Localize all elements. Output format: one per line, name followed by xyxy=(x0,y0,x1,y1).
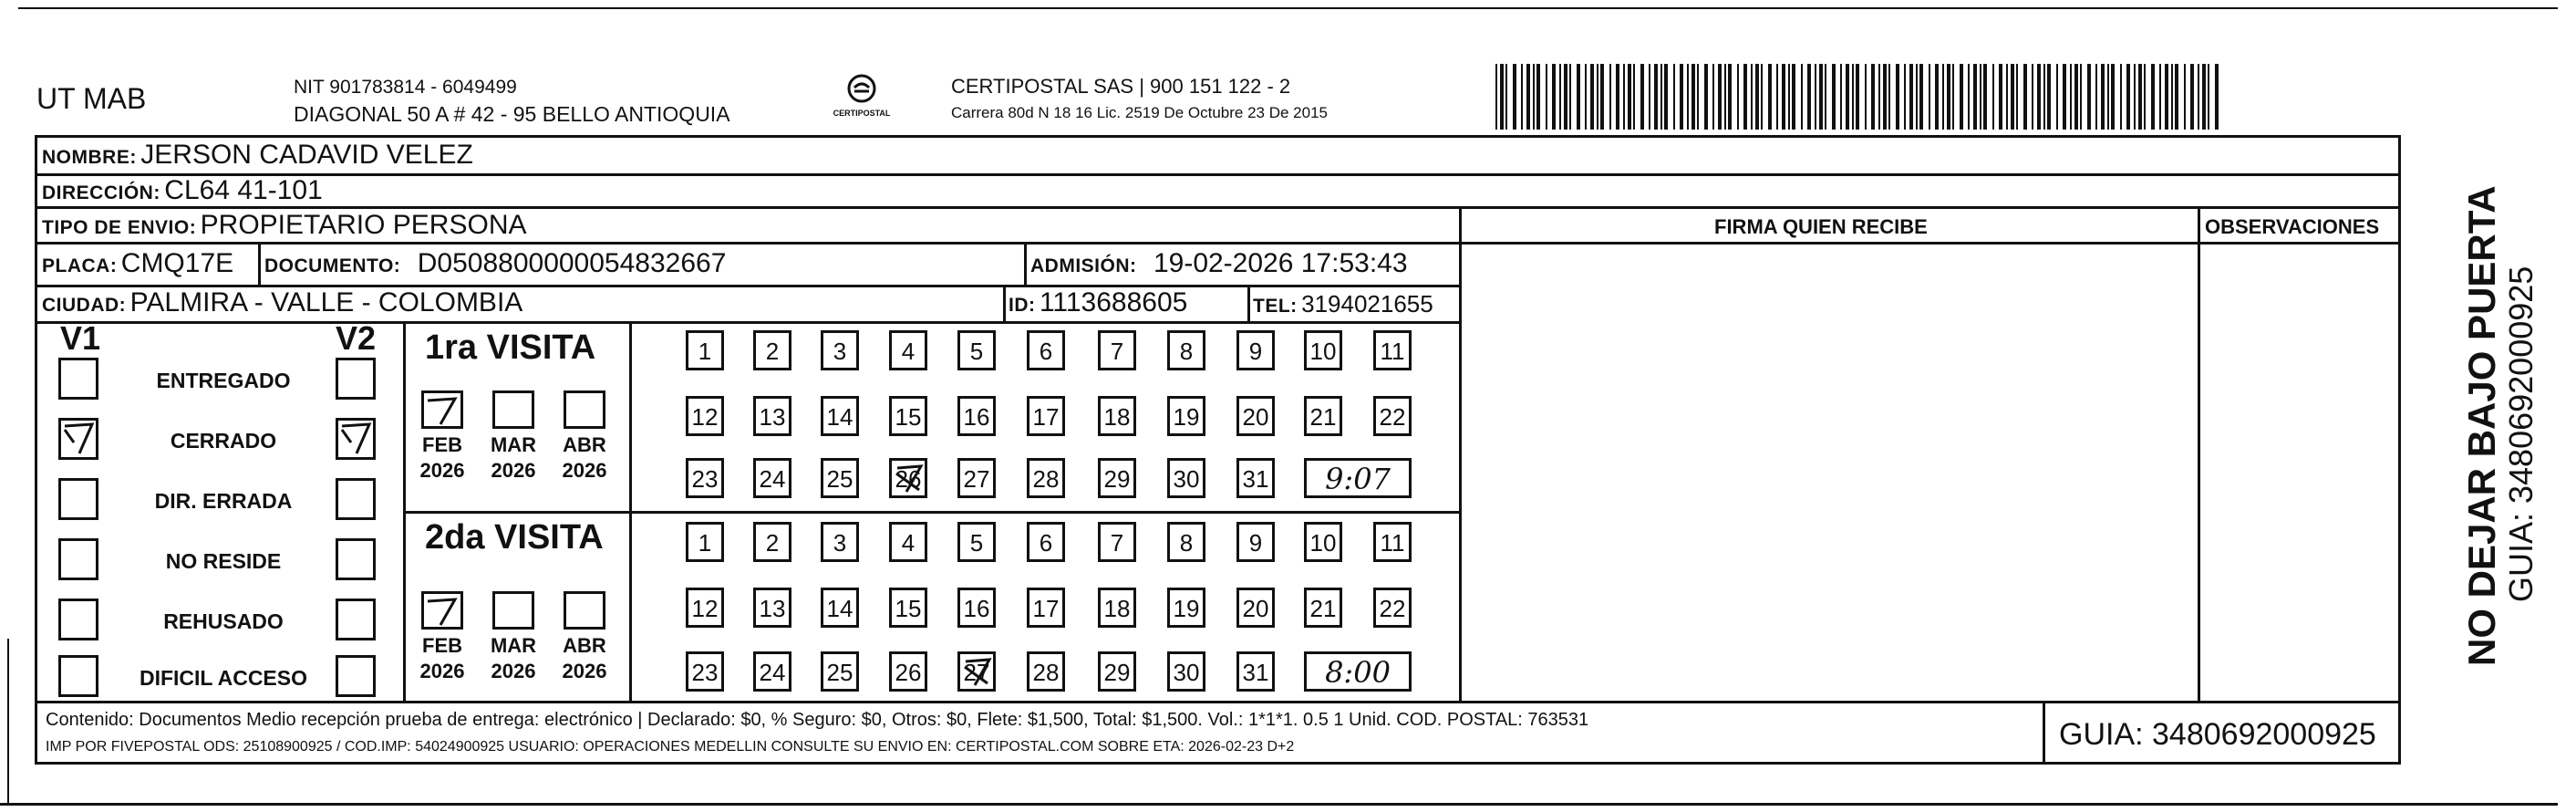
barcode-bar xyxy=(2056,64,2058,130)
barcode-bar xyxy=(1577,64,1580,130)
barcode-bar xyxy=(1569,64,1571,130)
ciudad-label: CIUDAD: xyxy=(42,295,127,316)
barcode-bar xyxy=(2151,64,2155,130)
day-box[interactable]: 31 xyxy=(1236,651,1275,692)
barcode-bar xyxy=(1691,64,1695,130)
barcode-bar xyxy=(2063,64,2066,130)
top-rule xyxy=(18,7,2558,9)
check-mark-icon xyxy=(424,393,460,426)
placa-value: CMQ17E xyxy=(120,248,234,278)
barcode-bar xyxy=(1846,64,1849,130)
day-box[interactable]: 26 xyxy=(889,458,927,498)
carrier-name: CERTIPOSTAL SAS | 900 151 122 - 2 xyxy=(951,75,1291,98)
check-mark-icon xyxy=(338,421,373,457)
field-rule xyxy=(1024,242,1027,285)
barcode-bar xyxy=(1909,64,1913,130)
certipostal-logo: CERTIPOSTAL xyxy=(825,73,898,118)
col-rule xyxy=(1459,206,1462,701)
barcode-bar xyxy=(2080,64,2082,130)
day-box[interactable]: 31 xyxy=(1236,458,1275,498)
month-checkbox[interactable] xyxy=(421,390,463,429)
row-rule xyxy=(35,173,2401,176)
day-box[interactable]: 5 xyxy=(957,330,996,370)
barcode-bar xyxy=(2023,64,2027,130)
field-rule xyxy=(258,242,261,285)
barcode-bar xyxy=(2107,64,2109,130)
day-box[interactable]: 27 xyxy=(957,458,996,498)
day-box[interactable]: 18 xyxy=(1098,396,1136,436)
barcode-bar xyxy=(1495,64,1497,130)
day-box[interactable]: 1 xyxy=(686,330,724,370)
barcode-bar xyxy=(1825,64,1826,130)
barcode-bar xyxy=(1788,64,1790,130)
admision-field xyxy=(1030,248,1408,279)
day-box[interactable]: 17 xyxy=(1027,396,1065,436)
barcode-bar xyxy=(1916,64,1918,130)
status-label: DIFICIL ACCESO xyxy=(139,666,307,690)
day-box[interactable]: 22 xyxy=(1373,588,1412,628)
day-box[interactable]: 29 xyxy=(1098,651,1136,692)
barcode-bar xyxy=(2101,64,2105,130)
certipostal-logo-icon xyxy=(846,73,877,104)
day-box[interactable]: 25 xyxy=(821,458,859,498)
barcode-bar xyxy=(1597,64,1598,130)
day-box[interactable]: 11 xyxy=(1373,522,1412,562)
section-rule xyxy=(403,511,1459,514)
day-box[interactable]: 24 xyxy=(753,651,791,692)
barcode-bar xyxy=(1852,64,1854,130)
day-box[interactable]: 24 xyxy=(753,458,791,498)
row-rule xyxy=(35,206,2401,209)
day-box[interactable]: 12 xyxy=(686,396,724,436)
barcode-bar xyxy=(2159,64,2161,130)
tipo-row xyxy=(42,210,527,241)
month-label xyxy=(557,432,612,484)
check-mark-icon xyxy=(894,463,925,495)
day-box[interactable]: 16 xyxy=(957,396,996,436)
day-box[interactable]: 6 xyxy=(1027,522,1065,562)
barcode-bar xyxy=(2171,64,2173,130)
company-nit: NIT 901783814 - 6049499 xyxy=(294,77,517,98)
bottom-rule xyxy=(0,803,2558,806)
month-label xyxy=(486,633,541,684)
month-year: 2026 xyxy=(491,660,536,682)
tel-value: 3194021655 xyxy=(1301,290,1433,318)
carrier-license: Carrera 80d N 18 16 Lic. 2519 De Octubre 23 De 2015 xyxy=(951,104,1328,121)
status-label: NO RESIDE xyxy=(165,549,282,573)
barcode-bar xyxy=(1673,64,1675,130)
barcode-bar xyxy=(1585,64,1587,130)
barcode-bar xyxy=(1616,64,1619,130)
barcode-bar xyxy=(1776,64,1778,130)
check-mark-icon xyxy=(962,656,993,689)
admision-value: 19-02-2026 17:53:43 xyxy=(1153,248,1408,278)
field-rule xyxy=(1247,285,1250,321)
v2-checkbox[interactable] xyxy=(336,655,376,697)
barcode xyxy=(1495,64,2225,134)
month-year: 2026 xyxy=(562,459,607,482)
barcode-bar xyxy=(1878,64,1880,130)
handwritten-time[interactable]: 9:07 xyxy=(1304,458,1412,498)
barcode-bar xyxy=(1832,64,1836,130)
firma-header: FIRMA QUIEN RECIBE xyxy=(1714,215,1928,238)
direccion-value: CL64 41-101 xyxy=(164,175,323,205)
day-box[interactable]: 7 xyxy=(1098,330,1136,370)
month-name: MAR xyxy=(490,634,537,657)
side-guia: GUIA: 3480692000925 xyxy=(2502,265,2540,602)
barcode-bar xyxy=(1687,64,1689,130)
barcode-bar xyxy=(2047,64,2051,130)
day-box[interactable]: 3 xyxy=(821,330,859,370)
tipo-value: PROPIETARIO PERSONA xyxy=(200,210,527,240)
barcode-bar xyxy=(1609,64,1611,130)
barcode-bar xyxy=(1743,64,1747,130)
left-rule xyxy=(7,639,9,803)
barcode-bar xyxy=(2032,64,2033,130)
barcode-bar xyxy=(1500,64,1504,130)
day-box[interactable]: 14 xyxy=(821,588,859,628)
barcode-bar xyxy=(1768,64,1772,130)
nombre-value: JERSON CADAVID VELEZ xyxy=(140,140,473,170)
day-box[interactable]: 12 xyxy=(686,588,724,628)
v2-label: V2 xyxy=(336,319,377,357)
month-label xyxy=(415,432,470,484)
barcode-bar xyxy=(1935,64,1939,130)
barcode-bar xyxy=(1980,64,1981,130)
barcode-bar xyxy=(1840,64,1842,130)
placa-field xyxy=(42,248,233,279)
v1-checkbox[interactable] xyxy=(58,478,98,520)
barcode-bar xyxy=(2037,64,2041,130)
barcode-bar xyxy=(1801,64,1803,130)
barcode-bar xyxy=(1718,64,1722,130)
company-address: DIAGONAL 50 A # 42 - 95 BELLO ANTIOQUIA xyxy=(294,102,730,126)
v2-checkbox[interactable] xyxy=(336,599,376,640)
month-name: ABR xyxy=(563,433,606,456)
barcode-bar xyxy=(1649,64,1650,130)
barcode-bar xyxy=(1819,64,1823,130)
month-label xyxy=(486,432,541,484)
barcode-bar xyxy=(1883,64,1887,130)
documento-field xyxy=(264,248,726,279)
month-label xyxy=(415,633,470,684)
barcode-bar xyxy=(1654,64,1658,130)
status-label: REHUSADO xyxy=(163,609,284,633)
day-box[interactable]: 23 xyxy=(686,458,724,498)
first-visit-title: 1ra VISITA xyxy=(425,328,596,367)
check-mark-icon xyxy=(424,594,460,627)
day-box[interactable]: 5 xyxy=(957,522,996,562)
barcode-graphic xyxy=(1495,64,2225,130)
barcode-bar xyxy=(1526,64,1530,130)
day-box[interactable]: 25 xyxy=(821,651,859,692)
observaciones-header: OBSERVACIONES xyxy=(2205,215,2380,238)
contenido-text: Contenido: Documentos Medio recepción prueba de entrega: electrónico | Declarado: $0, % Seguro: $0, Otros: $0, Flete: $1,500, Total: $1,500. Vol.: 1*1*1. 0.5 1 Unid. COD. POSTAL: 763531 xyxy=(46,710,1589,730)
day-box[interactable]: 9 xyxy=(1236,522,1275,562)
barcode-bar xyxy=(1521,64,1523,130)
day-box[interactable]: 10 xyxy=(1304,522,1342,562)
v1-label: V1 xyxy=(60,319,101,357)
barcode-bar xyxy=(1871,64,1875,130)
company-name: UT MAB xyxy=(36,82,147,115)
barcode-bar xyxy=(1552,64,1556,130)
v1-checkbox[interactable] xyxy=(58,538,98,580)
barcode-bar xyxy=(2215,64,2219,130)
day-box[interactable]: 9 xyxy=(1236,330,1275,370)
barcode-bar xyxy=(1919,64,1923,130)
barcode-bar xyxy=(2070,64,2072,130)
barcode-bar xyxy=(1737,64,1739,130)
month-label xyxy=(557,633,612,684)
month-name: FEB xyxy=(422,433,462,456)
day-box[interactable]: 19 xyxy=(1167,396,1205,436)
month-checkbox[interactable] xyxy=(492,390,534,429)
barcode-bar xyxy=(1888,64,1890,130)
day-box[interactable]: 8 xyxy=(1167,330,1205,370)
barcode-bar xyxy=(1896,64,1899,130)
tel-field xyxy=(1253,290,1433,318)
barcode-bar xyxy=(1973,64,1977,130)
barcode-bar xyxy=(1628,64,1631,130)
barcode-bar xyxy=(2011,64,2014,130)
day-box[interactable]: 7 xyxy=(1098,522,1136,562)
day-box[interactable]: 27 xyxy=(957,651,996,692)
day-box[interactable]: 15 xyxy=(889,588,927,628)
barcode-bar xyxy=(1952,64,1954,130)
barcode-bar xyxy=(1968,64,1970,130)
month-checkbox[interactable] xyxy=(564,591,605,630)
v1-checkbox[interactable] xyxy=(58,655,98,697)
barcode-bar xyxy=(1590,64,1594,130)
barcode-bar xyxy=(2095,64,2097,130)
v1-checkbox[interactable] xyxy=(58,358,98,400)
second-visit-title: 2da VISITA xyxy=(425,518,604,557)
barcode-bar xyxy=(1761,64,1763,130)
status-label: CERRADO xyxy=(170,429,277,453)
barcode-bar xyxy=(1904,64,1906,130)
barcode-bar xyxy=(2144,64,2146,130)
barcode-bar xyxy=(2138,64,2142,130)
day-box[interactable]: 20 xyxy=(1236,588,1275,628)
day-box[interactable]: 14 xyxy=(821,396,859,436)
barcode-bar xyxy=(2006,64,2008,130)
barcode-bar xyxy=(2074,64,2078,130)
month-year: 2026 xyxy=(491,459,536,482)
barcode-bar xyxy=(1947,64,1950,130)
barcode-bar xyxy=(2184,64,2186,130)
barcode-bar xyxy=(1623,64,1625,130)
day-box[interactable]: 10 xyxy=(1304,330,1342,370)
v2-checkbox[interactable] xyxy=(336,538,376,580)
month-name: ABR xyxy=(563,634,606,657)
barcode-bar xyxy=(1807,64,1811,130)
day-box[interactable]: 1 xyxy=(686,522,724,562)
v1-checkbox[interactable] xyxy=(58,418,98,460)
barcode-bar xyxy=(1755,64,1759,130)
barcode-bar xyxy=(2043,64,2045,130)
day-box[interactable]: 21 xyxy=(1304,588,1342,628)
documento-label: DOCUMENTO: xyxy=(264,255,401,276)
day-box[interactable]: 30 xyxy=(1167,458,1205,498)
barcode-bar xyxy=(1960,64,1963,130)
barcode-bar xyxy=(2202,64,2206,130)
day-box[interactable]: 19 xyxy=(1167,588,1205,628)
day-box[interactable]: 21 xyxy=(1304,396,1342,436)
barcode-bar xyxy=(1664,64,1668,130)
day-box[interactable]: 29 xyxy=(1098,458,1136,498)
barcode-bar xyxy=(2126,64,2130,130)
no-dejar-warning: NO DEJAR BAJO PUERTA xyxy=(2460,185,2503,666)
day-box[interactable]: 8 xyxy=(1167,522,1205,562)
day-box[interactable]: 3 xyxy=(821,522,859,562)
barcode-bar xyxy=(1724,64,1726,130)
ciudad-field xyxy=(42,287,522,318)
direccion-row xyxy=(42,175,323,206)
v2-checkbox[interactable] xyxy=(336,418,376,460)
row-rule xyxy=(35,701,2401,703)
tel-label: TEL: xyxy=(1253,296,1298,317)
status-label: DIR. ERRADA xyxy=(154,489,293,513)
barcode-bar xyxy=(2198,64,2199,130)
month-checkbox[interactable] xyxy=(492,591,534,630)
barcode-bar xyxy=(1815,64,1816,130)
day-box[interactable]: 20 xyxy=(1236,396,1275,436)
barcode-bar xyxy=(1697,64,1699,130)
day-box[interactable]: 28 xyxy=(1027,651,1065,692)
month-year: 2026 xyxy=(419,660,465,682)
ciudad-value: PALMIRA - VALLE - COLOMBIA xyxy=(129,287,523,318)
barcode-bar xyxy=(2111,64,2115,130)
day-box[interactable]: 6 xyxy=(1027,330,1065,370)
placa-label: PLACA: xyxy=(42,255,118,276)
barcode-bar xyxy=(1680,64,1683,130)
barcode-bar xyxy=(2175,64,2178,130)
barcode-bar xyxy=(1929,64,1930,130)
day-box[interactable]: 2 xyxy=(753,522,791,562)
barcode-bar xyxy=(1536,64,1540,130)
id-value: 1113688605 xyxy=(1039,287,1188,318)
direccion-label: DIRECCIÓN: xyxy=(42,182,160,203)
barcode-bar xyxy=(2016,64,2018,130)
barcode-bar xyxy=(1633,64,1635,130)
barcode-bar xyxy=(1992,64,1994,130)
barcode-bar xyxy=(1513,64,1516,130)
barcode-bar xyxy=(2190,64,2194,130)
day-box[interactable]: 16 xyxy=(957,588,996,628)
handwritten-time[interactable]: 8:00 xyxy=(1304,651,1412,692)
barcode-bar xyxy=(2208,64,2209,130)
day-box[interactable]: 30 xyxy=(1167,651,1205,692)
day-box[interactable]: 26 xyxy=(889,651,927,692)
v2-checkbox[interactable] xyxy=(336,358,376,400)
day-box[interactable]: 18 xyxy=(1098,588,1136,628)
month-name: MAR xyxy=(490,433,537,456)
tipo-label: TIPO DE ENVIO: xyxy=(42,217,197,238)
status-label: ENTREGADO xyxy=(156,369,291,392)
barcode-bar xyxy=(1564,64,1567,130)
barcode-bar xyxy=(1983,64,1987,130)
footer-rule xyxy=(2043,701,2045,765)
v1-checkbox[interactable] xyxy=(58,599,98,640)
barcode-bar xyxy=(1546,64,1547,130)
documento-value: D0508800000054832667 xyxy=(417,248,727,278)
col-rule xyxy=(1459,242,2401,245)
month-checkbox[interactable] xyxy=(564,390,605,429)
day-box[interactable]: 13 xyxy=(753,588,791,628)
row-rule xyxy=(35,321,1462,324)
day-box[interactable]: 28 xyxy=(1027,458,1065,498)
day-box[interactable]: 17 xyxy=(1027,588,1065,628)
footer-guia: GUIA: 3480692000925 xyxy=(2059,717,2376,752)
check-mark-icon xyxy=(61,421,96,457)
barcode-bar xyxy=(1704,64,1708,130)
barcode-bar xyxy=(1792,64,1795,130)
day-box[interactable]: 15 xyxy=(889,396,927,436)
day-box[interactable]: 22 xyxy=(1373,396,1412,436)
barcode-bar xyxy=(2134,64,2136,130)
id-label: ID: xyxy=(1009,295,1036,316)
day-box[interactable]: 4 xyxy=(889,522,927,562)
day-box[interactable]: 13 xyxy=(753,396,791,436)
admision-label: ADMISIÓN: xyxy=(1030,255,1137,276)
barcode-bar xyxy=(1505,64,1507,130)
v2-checkbox[interactable] xyxy=(336,478,376,520)
barcode-bar xyxy=(1600,64,1604,130)
barcode-bar xyxy=(1640,64,1644,130)
month-checkbox[interactable] xyxy=(421,591,463,630)
barcode-bar xyxy=(1533,64,1535,130)
barcode-bar xyxy=(1712,64,1714,130)
col-rule xyxy=(2198,206,2200,701)
barcode-bar xyxy=(1782,64,1785,130)
barcode-bar xyxy=(1856,64,1859,130)
barcode-bar xyxy=(1751,64,1753,130)
month-year: 2026 xyxy=(419,459,465,482)
barcode-bar xyxy=(1942,64,1944,130)
barcode-bar xyxy=(2120,64,2122,130)
field-rule xyxy=(1003,285,1006,321)
day-box[interactable]: 11 xyxy=(1373,330,1412,370)
day-box[interactable]: 2 xyxy=(753,330,791,370)
barcode-bar xyxy=(1728,64,1732,130)
barcode-bar xyxy=(1559,64,1561,130)
nombre-row xyxy=(42,140,473,171)
month-year: 2026 xyxy=(562,660,607,682)
barcode-bar xyxy=(1660,64,1662,130)
barcode-bar xyxy=(2165,64,2168,130)
nombre-label: NOMBRE: xyxy=(42,147,137,168)
barcode-bar xyxy=(2087,64,2091,130)
imp-text: IMP POR FIVEPOSTAL ODS: 25108900925 / COD.IMP: 54024900925 USUARIO: OPERACIONES MEDELLIN CONSULTE SU ENVIO EN: CERTIPOSTAL.COM SOBRE ETA: 2026-02-23 D+2 xyxy=(46,739,1295,755)
id-field xyxy=(1009,287,1187,318)
day-box[interactable]: 23 xyxy=(686,651,724,692)
barcode-bar xyxy=(1865,64,1867,130)
month-name: FEB xyxy=(422,634,462,657)
day-box[interactable]: 4 xyxy=(889,330,927,370)
barcode-bar xyxy=(1999,64,2002,130)
